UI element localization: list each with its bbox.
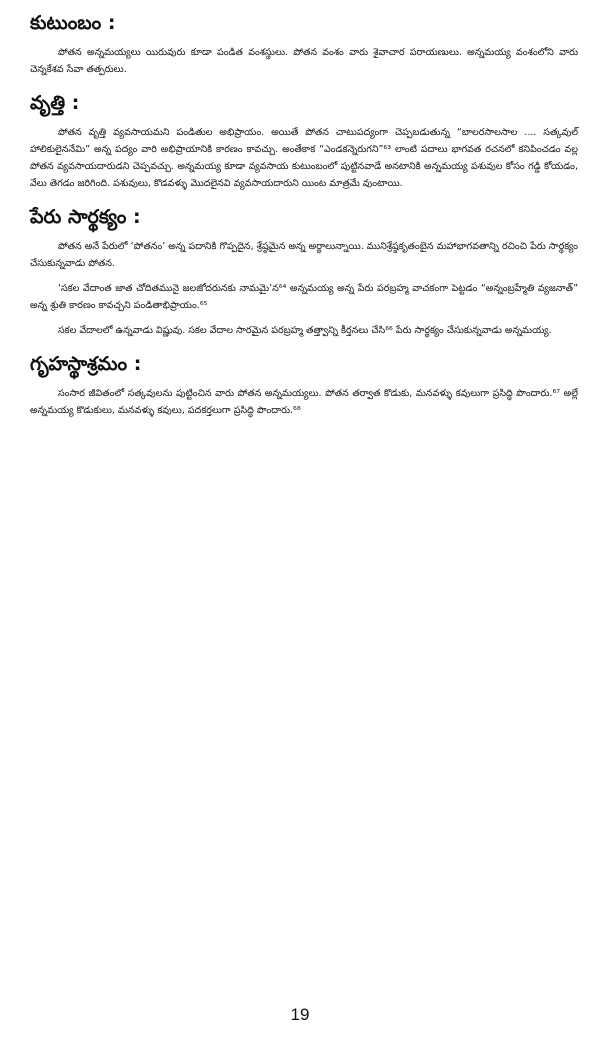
section-heading: కుటుంబం :: [30, 12, 116, 34]
paragraph: పోతన వృత్తి వ్యవసాయమని పండితుల అభిప్రాయం. అయితే పోతన చాటుపద్యంగా చెప్పబడుతున్న “బాలరసాలసాల .... సత్కవుల్ హాలికులైననేమి” అన్న పద్యం వారి అభిప్రాయానికి కారణం కావచ్చు. అంతేకాక “ఎండకన్నెరుగని”⁶³ లాంటి పదాలు భాగవత రచనలో కనిపించడం వల్ల పోతన వ్యవసాయదారుడని చెప్పవచ్చు. అన్నమయ్య కూడా వ్యవసాయ కుటుంబంలో పుట్టినవాడే అనటానికి అన్నమయ్య పశువుల కోసం గడ్డి కోయడం, వేలు తెగడం జరిగింది. పశువులు, కొడవళ్ళు మొదలైనవి వ్యవసాయదారుని యింట మాత్రమే వుంటాయి.: [30, 127, 578, 189]
paragraph: పోతన అన్నమయ్యలు యిరువురు కూడా పండిత వంశస్థులు. పోతన వంశం వారు శైవాచార పరాయణులు. అన్నమయ్య వంశంలోని వారు చెన్నకేశవ సేవా తత్పరులు.: [30, 47, 578, 75]
paragraph: ‘సకల వేదాంత జాత చోదితమునై జలజోదరునకు నామమై’న⁶⁴ అన్నమయ్య అన్న పేరు పరబ్రహ్మ వాచకంగా పెట్టడం “అన్నంబ్రహ్మేతి వ్యజనాత్” అన్న శ్రుతి కారణం కావచ్చని పండితాభిప్రాయం.⁶⁵: [30, 283, 578, 311]
paragraph: సంసార జీవితంలో సత్కవులను పుట్టించిన వారు పోతన అన్నమయ్యలు. పోతన తర్వాత కొడుకు, మనవళ్ళు కవులుగా ప్రసిద్ధి పొందారు.⁶⁷ అల్లే అన్నమయ్య కొడుకులు, మనవళ్ళు కవులు, పదకర్తలుగా ప్రసిద్ధి పొందారు.⁶⁸: [30, 388, 578, 416]
page-number: 19: [290, 1005, 310, 1024]
section-occupation: [30, 90, 578, 192]
section-householder-life: [30, 351, 578, 419]
section-heading: పేరు సార్థక్యం :: [30, 206, 141, 228]
section-heading: గృహస్థాశ్రమం :: [30, 353, 142, 375]
section-family: [30, 10, 578, 78]
section-name-significance: [30, 204, 578, 339]
section-heading: వృత్తి :: [30, 92, 80, 114]
paragraph: సకల వేదాలలో ఉన్నవాడు విష్ణువు. సకల వేదాల సారమైన పరబ్రహ్మ తత్త్వాన్ని కీర్తనలు చేసి⁶⁶ పేరు సార్థక్యం చేసుకున్నవాడు అన్నమయ్య.: [58, 325, 552, 336]
paragraph: పోతన అనే పేరులో ‘పోతనం’ అన్న పదానికి గొప్పదైన, శ్రేష్ఠమైన అన్న అర్థాలున్నాయి. మునిశ్రేష్ఠకృతంబైన మహాభాగవతాన్ని రచించి పేరు సార్థక్యం చేసుకున్నవాడు పోతన.: [30, 241, 578, 269]
